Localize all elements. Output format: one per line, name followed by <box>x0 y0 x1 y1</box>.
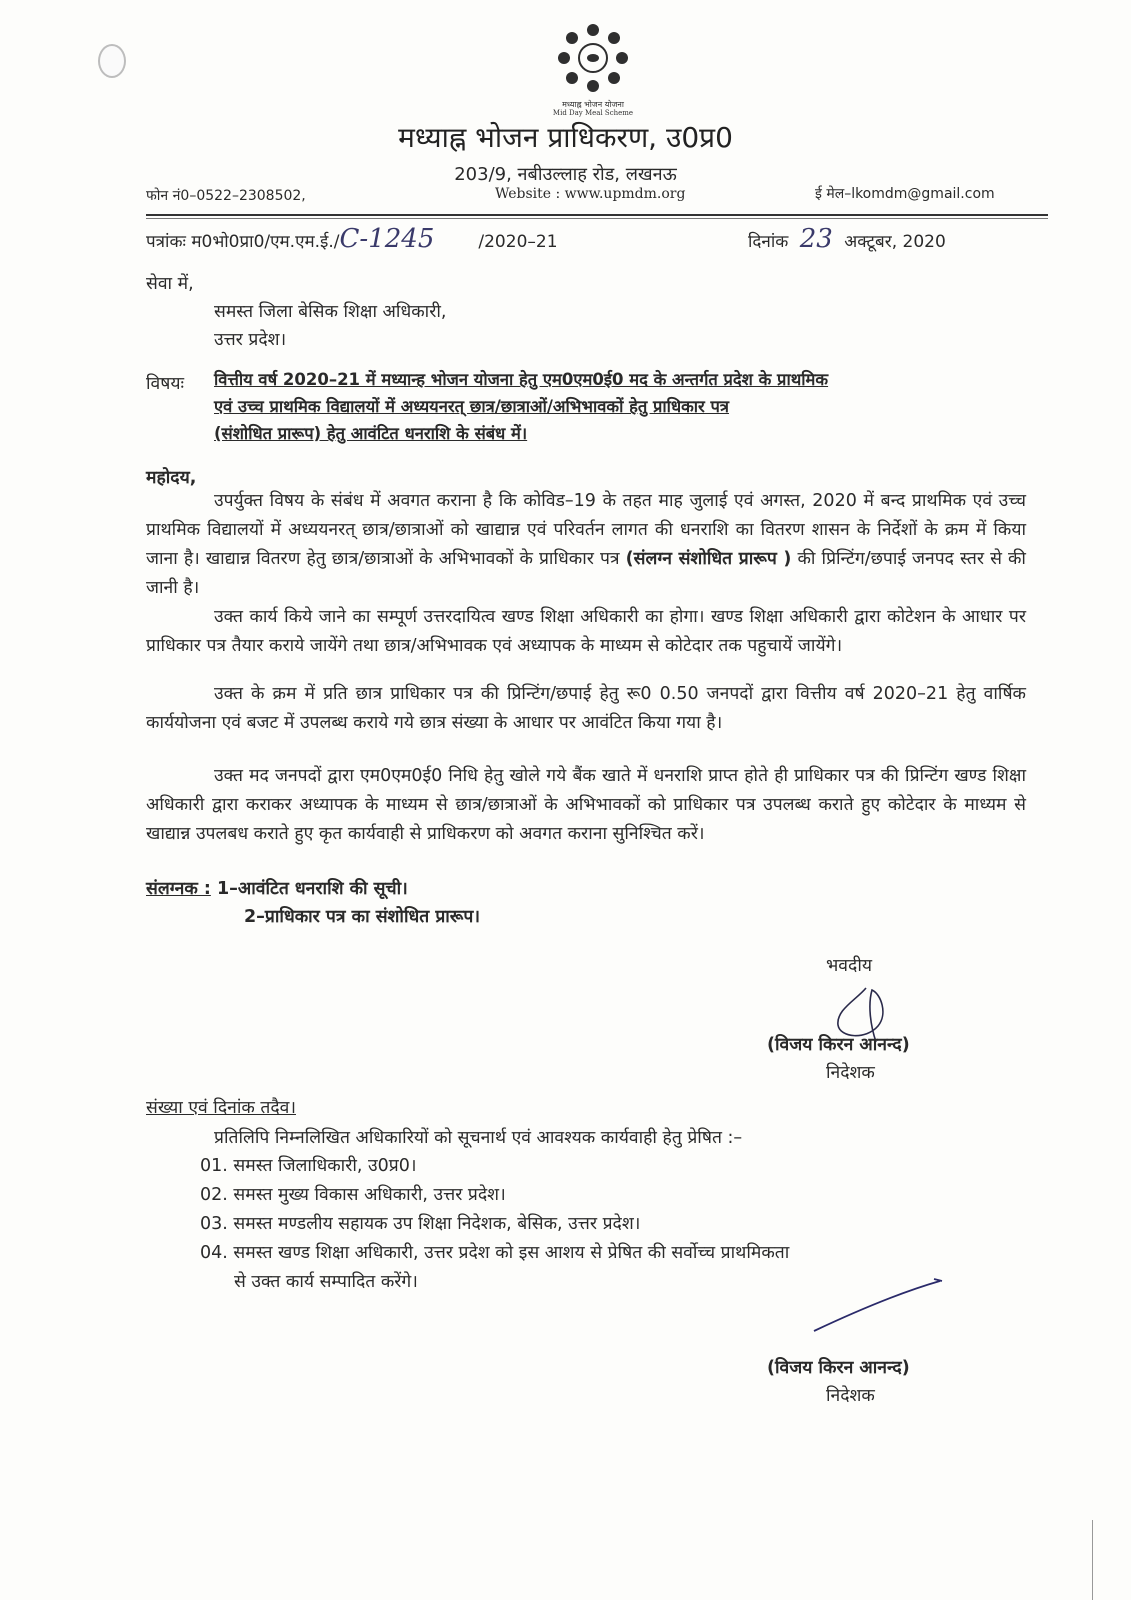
subject-text <box>214 366 1026 447</box>
salutation: सेवा में, <box>146 274 194 294</box>
paragraph-1-text: उपर्युक्त विषय के संबंध में अवगत कराना है कि कोविड–19 के तहत माह जुलाई एवं अगस्त, 2020 में बन्द प्राथमिक एवं उच्च प्राथमिक विद्यालयों में अध्ययनरत् छात्र/छात्राओं को खाद्यान्न एवं परिवर्तन लागत की धनराशि का वितरण शासन के निर्देशों के क्रम में किया जाना है। खाद्यान्न वितरण हेतु छात्र/छात्राओं के अभिभावकों के प्राधिकार पत्र <box>146 491 1026 569</box>
attachments <box>146 875 408 904</box>
date-handwritten: 23 <box>799 224 833 254</box>
signatory-designation-1: निदेशक <box>826 1063 875 1083</box>
organization-address: 203/9, नबीउल्लाह रोड, लखनऊ <box>454 164 677 185</box>
subject-line1: वित्तीय वर्ष 2020–21 में मध्यान्ह भोजन योजना हेतु एम0एम0ई0 मद के अन्तर्गत प्रदेश के प्राथमिक <box>214 370 829 389</box>
copy-item-1: 01. समस्त जिलाधिकारी, उ0प्र0। <box>200 1156 417 1176</box>
closing: भवदीय <box>826 956 873 976</box>
signature-2-icon <box>808 1275 948 1335</box>
copy-item-4: 04. समस्त खण्ड शिक्षा अधिकारी, उत्तर प्रदेश को इस आशय से प्रेषित की सर्वोच्च प्राथमिकता <box>200 1243 790 1263</box>
logo-caption-english: Mid Day Meal Scheme <box>552 109 634 117</box>
signatory-name-2: (विजय किरन आनन्द) <box>767 1358 910 1378</box>
copy-item-2: 02. समस्त मुख्य विकास अधिकारी, उत्तर प्रदेश। <box>200 1185 506 1205</box>
letter-number-suffix: /2020–21 <box>478 232 558 252</box>
paragraph-1-end: की प्रिन्टिंग/छपाई जनपद स्तर से की जानी है। <box>146 549 1026 598</box>
website: Website : www.upmdm.org <box>495 186 686 202</box>
date-suffix: अक्टूबर, 2020 <box>844 232 946 252</box>
copy-item-4-continued: से उक्त कार्य सम्पादित करेंगे। <box>234 1272 418 1292</box>
greeting: महोदय, <box>146 468 197 488</box>
email: ई मेल–lkomdm@gmail.com <box>815 186 995 202</box>
attachment-item-2: 2–प्राधिकार पत्र का संशोधित प्रारूप। <box>244 907 480 927</box>
copy-intro: प्रतिलिपि निम्नलिखित अधिकारियों को सूचनार्थ एवं आवश्यक कार्यवाही हेतु प्रेषित :– <box>214 1128 743 1148</box>
paragraph-1-bold: (संलग्न संशोधित प्रारूप ) <box>625 549 792 569</box>
mid-day-meal-logo-icon <box>548 20 638 98</box>
phone-number: फोन नं0–0522–2308502, <box>146 188 306 204</box>
attachment-item-1: 1–आवंटित धनराशि की सूची। <box>216 879 408 899</box>
paragraph-2: उक्त कार्य किये जाने का सम्पूर्ण उत्तरदायित्व खण्ड शिक्षा अधिकारी का होगा। खण्ड शिक्षा अधिकारी द्वारा कोटेशन के आधार पर प्राधिकार पत्र तैयार कराये जायेंगे तथा छात्र/अभिभावक एवं अध्यापक के माध्यम से कोटेदार तक पहुचायें जायेंगे। <box>146 607 1026 656</box>
subject-line3: (संशोधित प्रारूप) हेतु आवंटित धनराशि के संबंध में। <box>214 424 528 443</box>
subject-line2: एवं उच्च प्राथमिक विद्यालयों में अध्ययनरत् छात्र/छात्राओं/अभिभावकों हेतु प्राधिकार पत्र <box>214 397 730 416</box>
letter-number-prefix: पत्रांकः म0भो0प्रा0/एम.एम.ई./ <box>146 232 340 252</box>
recipient-line1: समस्त जिला बेसिक शिक्षा अधिकारी, <box>214 302 447 322</box>
logo-caption <box>530 100 656 118</box>
subject-label: विषयः <box>146 374 185 394</box>
date-prefix: दिनांक <box>748 232 789 252</box>
paragraph-1 <box>146 487 1026 603</box>
letter-date <box>748 224 946 254</box>
letter-number-handwritten: C-1245 <box>339 224 435 254</box>
recipient-line2: उत्तर प्रदेश। <box>214 330 287 350</box>
signatory-name-1: (विजय किरन आनन्द) <box>767 1035 910 1055</box>
organization-title: मध्याह्न भोजन प्राधिकरण, उ0प्र0 <box>398 121 733 154</box>
logo-caption-hindi: मध्याह्न भोजन योजना <box>562 100 624 109</box>
page-edge-mark <box>1092 1520 1093 1600</box>
punch-hole <box>98 44 126 78</box>
paragraph-3: उक्त के क्रम में प्रति छात्र प्राधिकार पत्र की प्रिन्टिंग/छपाई हेतु रू0 0.50 जनपदों द्वारा वित्तीय वर्ष 2020–21 हेतु वार्षिक कार्ययोजना एवं बजट में उपलब्ध कराये गये छात्र संख्या के आधार पर आवंटित किया गया है। <box>146 684 1026 733</box>
letter-number <box>146 224 558 254</box>
copy-heading: संख्या एवं दिनांक तदैव। <box>146 1098 296 1118</box>
signatory-designation-2: निदेशक <box>826 1386 875 1406</box>
header-divider <box>146 214 1048 216</box>
header-divider-thin <box>146 218 1048 219</box>
copy-item-3: 03. समस्त मण्डलीय सहायक उप शिक्षा निदेशक, बेसिक, उत्तर प्रदेश। <box>200 1214 641 1234</box>
paragraph-4: उक्त मद जनपदों द्वारा एम0एम0ई0 निधि हेतु खोले गये बैंक खाते में धनराशि प्राप्त होते ही प्राधिकार पत्र की प्रिन्टिंग खण्ड शिक्षा अधिकारी द्वारा कराकर अध्यापक के माध्यम से छात्र/छात्राओं के अभिभावकों को प्राधिकार पत्र उपलब्ध कराते हुए कोटेदार के माध्यम से खाद्यान्न उपलबध कराते हुए कृत कार्यवाही से प्राधिकरण को अवगत कराना सुनिश्चित करें। <box>146 766 1026 844</box>
attachments-label: संलग्नक : <box>146 879 211 899</box>
